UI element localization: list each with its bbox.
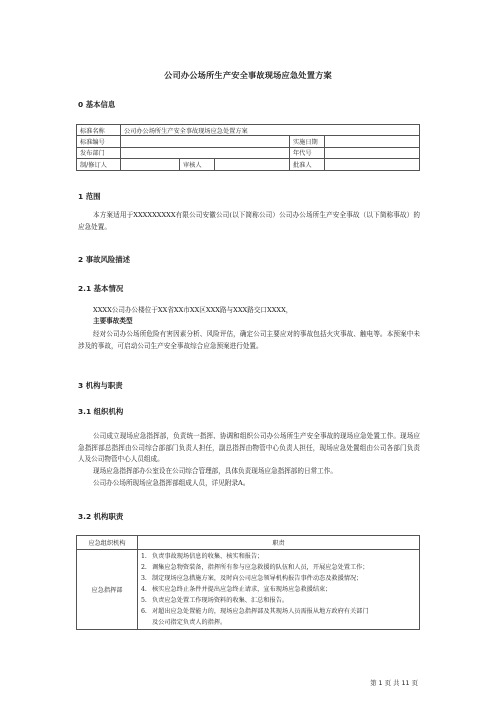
section-2-body: 经对公司办公场所危险有害因素分析、风险评估，确定公司主要应对的事故包括火灾事故、触电等。本预案中未涉及的事故，可启动公司生产安全事故综合应急预案进行处置。 bbox=[78, 330, 420, 350]
value-cell bbox=[325, 159, 420, 170]
duties-table bbox=[76, 535, 420, 630]
table-row bbox=[77, 550, 420, 630]
label-cell: 发布部门 bbox=[77, 147, 121, 158]
value-cell bbox=[121, 147, 290, 158]
section-3-1-office: 现场应急指挥部办公室设在公司综合管理部，具体负责现场应急指挥部的日常工作。 bbox=[93, 467, 337, 475]
value-cell bbox=[325, 136, 420, 147]
page-number: 第 1 页 共 11 页 bbox=[370, 679, 418, 687]
section-2-heading: 2 事故风险描述 bbox=[78, 255, 131, 264]
table-row bbox=[77, 136, 420, 147]
label-cell: 实施日期 bbox=[290, 136, 325, 147]
label-cell: 年代号 bbox=[290, 147, 325, 158]
section-2-1-heading: 2.1 基本情况 bbox=[78, 284, 124, 293]
section-3-2-heading: 3.2 机构职责 bbox=[78, 512, 124, 521]
section-3-1-body: 公司成立现场应急指挥部，负责统一指挥、协调和组织公司办公场所生产安全事故的现场应急处置工作。现场应急指挥部总指挥由公司综合部部门负责人担任，副总指挥由物管中心负责人担任，现场应急处置组由公司各部门负责人及公司物管中心人员组成。 bbox=[78, 432, 420, 463]
value-cell: 公司办公场所生产安全事故现场应急处置方案 bbox=[121, 125, 420, 136]
label-cell: 批准人 bbox=[290, 159, 325, 170]
duty-item: 6. 对超出应急处置能力的，现场应急指挥部及其现场人员需报从地方政府有关部门 bbox=[141, 608, 369, 615]
duty-item: 2. 调集应急物资装备，指挥所有参与应急救援的队伍和人员，开展应急处置工作； bbox=[141, 564, 369, 571]
table-row bbox=[77, 125, 420, 136]
duty-item: 5. 负责应急处置工作现场资料的收集、汇总和报告。 bbox=[141, 597, 289, 604]
section-3-heading: 3 机构与职责 bbox=[78, 381, 123, 390]
value-cell bbox=[121, 159, 180, 170]
duty-item: 及公司指定负责人的指挥。 bbox=[152, 619, 227, 626]
value-cell bbox=[121, 136, 290, 147]
section-1-heading: 1 范围 bbox=[78, 192, 101, 201]
header-cell: 职责 bbox=[138, 536, 420, 550]
basic-info-table bbox=[76, 124, 420, 171]
section-3-1-heading: 3.1 组织机构 bbox=[78, 407, 124, 416]
section-1-body: 本方案适用于XXXXXXXXX有限公司安徽公司(以下简称公司）公司办公场所生产安全事故（以下简称事故）的应急处置。 bbox=[78, 211, 420, 231]
duties-cell bbox=[138, 550, 420, 630]
duty-item: 1. 负责事故现场信息的收集、核实和报告； bbox=[141, 553, 264, 560]
section-3-1-appendix: 公司办公场所现场应急指挥部组成人员，详见附录A。 bbox=[93, 479, 250, 487]
table-header-row bbox=[77, 536, 420, 550]
duty-item: 4. 核实应急终止条件并提出应急终止请求，宣布现场应急救援结束； bbox=[141, 586, 332, 593]
section-0-heading: 0 基本信息 bbox=[78, 100, 116, 109]
label-cell: 审核人 bbox=[180, 159, 215, 170]
duty-item: 3. 制定现场应急措施方案，及时向公司应急领导机构报告事件动态及救援情况； bbox=[141, 575, 363, 582]
value-cell bbox=[325, 147, 420, 158]
table-row bbox=[77, 159, 420, 170]
label-cell: 制/修订人 bbox=[77, 159, 121, 170]
org-cell: 应急指挥部 bbox=[77, 550, 138, 630]
label-cell: 标准编号 bbox=[77, 136, 121, 147]
table-row bbox=[77, 147, 420, 158]
accident-type-label: 主要事故类型 bbox=[93, 317, 133, 325]
address-text: XXXX公司办公楼位于XX省XX市XX区XXX路与XXX路交口XXXX， bbox=[93, 306, 293, 314]
document-title: 公司办公场所生产安全事故现场应急处置方案 bbox=[164, 70, 332, 80]
header-cell: 应急组织机构 bbox=[77, 536, 138, 550]
value-cell bbox=[215, 159, 290, 170]
label-cell: 标准名称 bbox=[77, 125, 121, 136]
